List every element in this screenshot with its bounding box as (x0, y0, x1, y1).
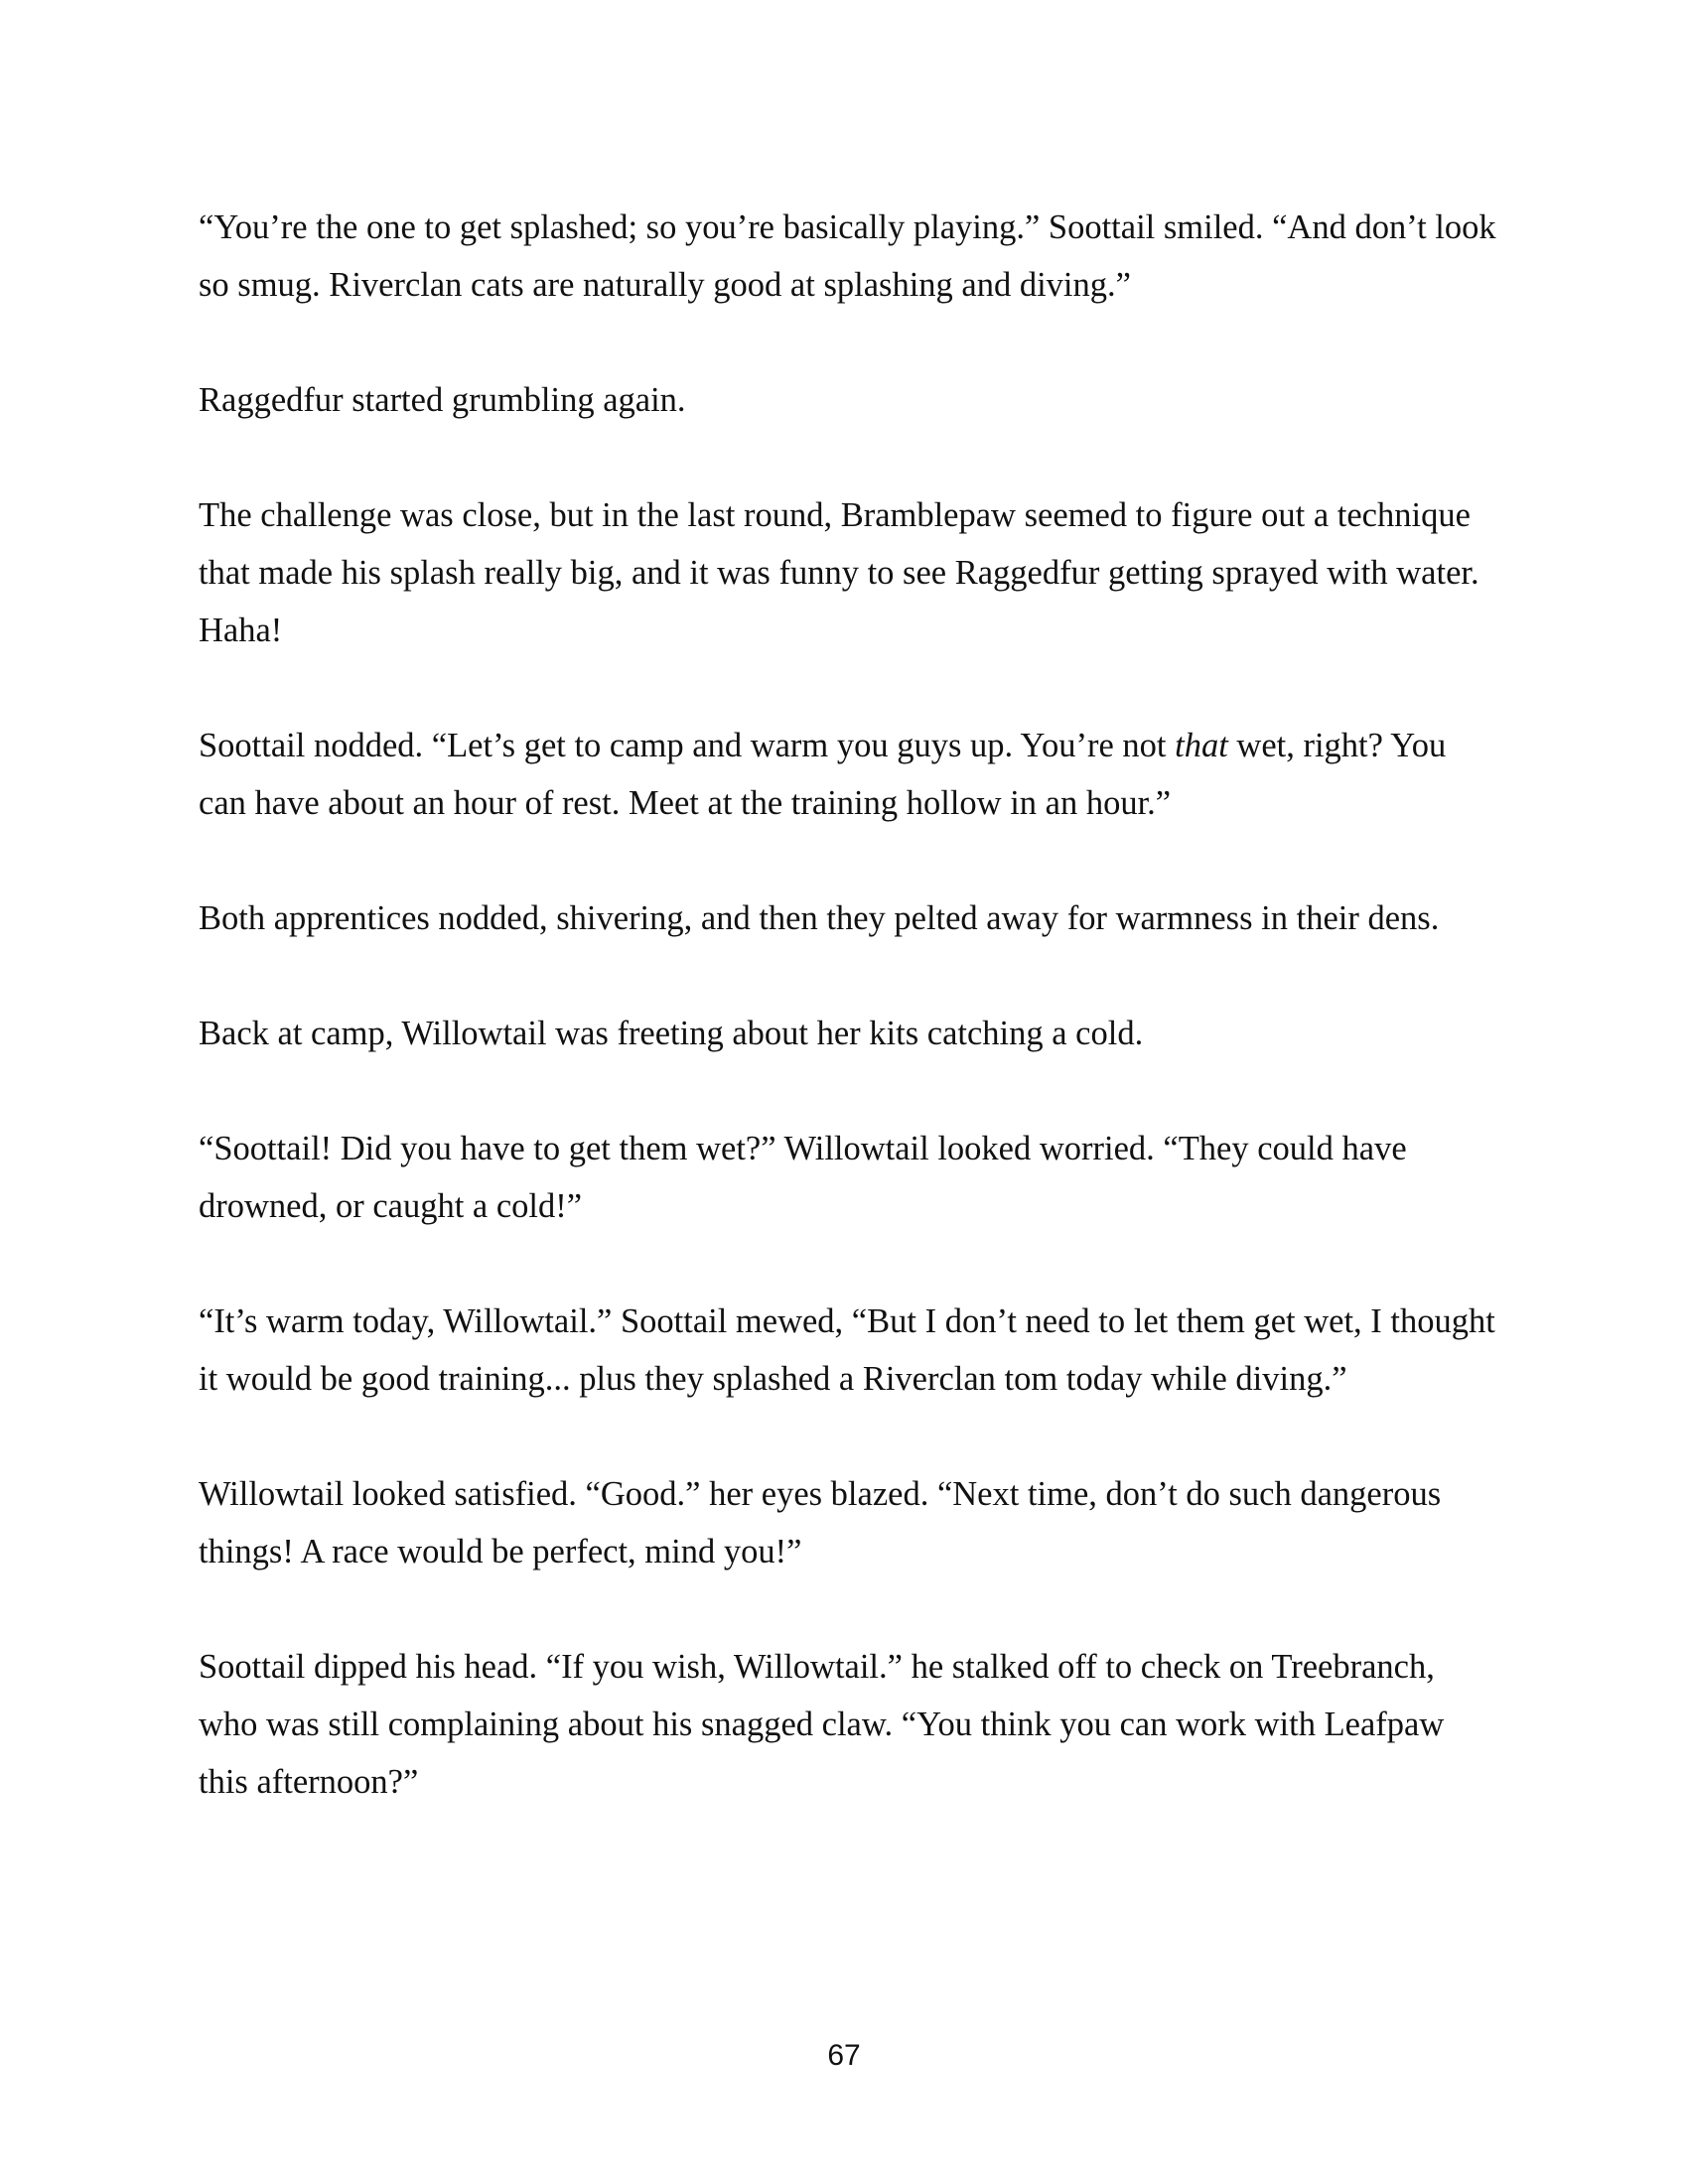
paragraph-text: wet, right? You can have about an hour of rest. Meet at the training hollow in an hour.” (199, 727, 1447, 822)
paragraph: Both apprentices nodded, shivering, and then they pelted away for warmness in their dens. (199, 899, 1440, 937)
page-number: 67 (827, 2039, 861, 2072)
paragraph: “Soottail! Did you have to get them wet?” Willowtail looked worried. “They could have drowned, or caught a cold!” (199, 1130, 1407, 1225)
paragraph: Willowtail looked satisfied. “Good.” her eyes blazed. “Next time, don’t do such dangerous things! A race would be perfect, mind you!” (199, 1475, 1442, 1570)
paragraph: Raggedfur started grumbling again. (199, 381, 686, 419)
body-text (199, 199, 1499, 1868)
paragraph: Soottail dipped his head. “If you wish, Willowtail.” he stalked off to check on Treebranch, who was still complaining about his snagged claw. “You think you can work with Leafpaw this afternoon?” (199, 1648, 1445, 1801)
paragraph: Back at camp, Willowtail was freeting about her kits catching a cold. (199, 1015, 1144, 1052)
emphasized-word: that (1175, 727, 1228, 764)
paragraph: “You’re the one to get splashed; so you’re basically playing.” Soottail smiled. “And don’t look so smug. Riverclan cats are naturally good at splashing and diving.” (199, 208, 1496, 304)
paragraph: “It’s warm today, Willowtail.” Soottail mewed, “But I don’t need to let them get wet, I thought it would be good training... plus they splashed a Riverclan tom today while diving.” (199, 1302, 1495, 1398)
paragraph-text: Soottail nodded. “Let’s get to camp and warm you guys up. You’re not (199, 727, 1176, 764)
paragraph: The challenge was close, but in the last round, Bramblepaw seemed to figure out a technique that made his splash really big, and it was funny to see Raggedfur getting sprayed with water. Haha! (199, 496, 1479, 649)
paragraph-with-emphasis (199, 717, 1499, 832)
